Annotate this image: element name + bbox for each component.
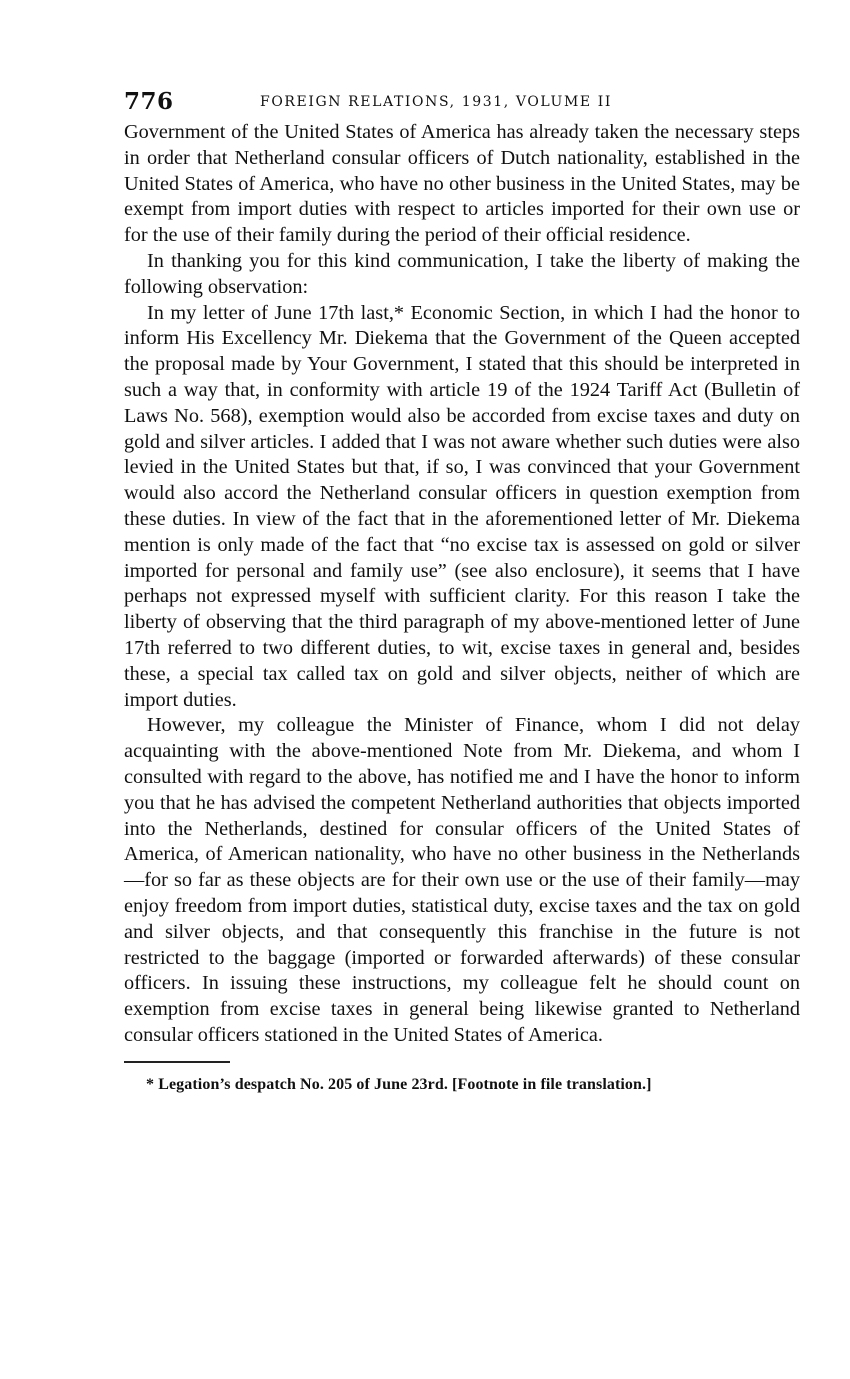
body-text [124,120,800,1049]
running-head: FOREIGN RELATIONS, 1931, VOLUME II [260,94,613,110]
page-header [124,84,800,120]
footnote: * Legation’s despatch No. 205 of June 23rd. [Footnote in file translation.] [146,1075,652,1093]
paragraph-minister-of-finance: However, my colleague the Minister of Finance, whom I did not delay acquainting with the above-mentioned Note from Mr. Diekema, and whom I consulted with regard to the above, has notified me and I have the honor to inform you that he has advised the competent Netherland authorities that objects imported into the Netherlands, destined for consular officers of the United States of America, of American nationality, who have no other business in the Netherlands—for so far as these objects are for their own use or the use of their family—may enjoy freedom from import duties, statistical duty, excise taxes and the tax on gold and silver objects, and that consequently this franchise in the future is not restricted to the baggage (imported or forwarded afterwards) of these consular officers. In issuing these instructions, my colleague felt he should count on exemption from excise taxes in general being likewise granted to Netherland consular officers stationed in the United States of America. [124,714,800,1046]
page-number: 776 [124,88,174,115]
paragraph-letter-june-17: In my letter of June 17th last,* Economic Section, in which I had the honor to inform His Excellency Mr. Diekema that the Government of the Queen accepted the proposal made by Your Government, I stated that this should be interpreted in such a way that, in conformity with article 19 of the 1924 Tariff Act (Bulletin of Laws No. 568), exemption would also be accorded from excise taxes and duty on gold and silver articles. I added that I was not aware whether such duties were also levied in the United States but that, if so, I was convinced that your Government would also accord the Netherland consular officers in question exemption from these duties. In view of the fact that in the aforementioned letter of Mr. Diekema mention is only made of the fact that “no excise tax is assessed on gold or silver imported for personal and family use” (see also enclosure), it seems that I have perhaps not expressed myself with sufficient clarity. For this reason I take the liberty of observing that the third paragraph of my above-mentioned letter of June 17th referred to two different duties, to wit, excise taxes in general and, besides these, a special tax called tax on gold and silver objects, neither of which are import duties. [124,301,800,711]
paragraph-continuation: Government of the United States of America has already taken the necessary steps in order that Netherland consular officers of Dutch nationality, established in the United States of America, who have no other business in the United States, may be exempt from import duties with respect to articles imported for their own use or for the use of their family during the period of their official residence. [124,121,800,247]
document-page [124,84,800,1094]
paragraph-thanks: In thanking you for this kind communication, I take the liberty of making the following observation: [124,249,800,298]
footnote-divider [124,1061,230,1063]
